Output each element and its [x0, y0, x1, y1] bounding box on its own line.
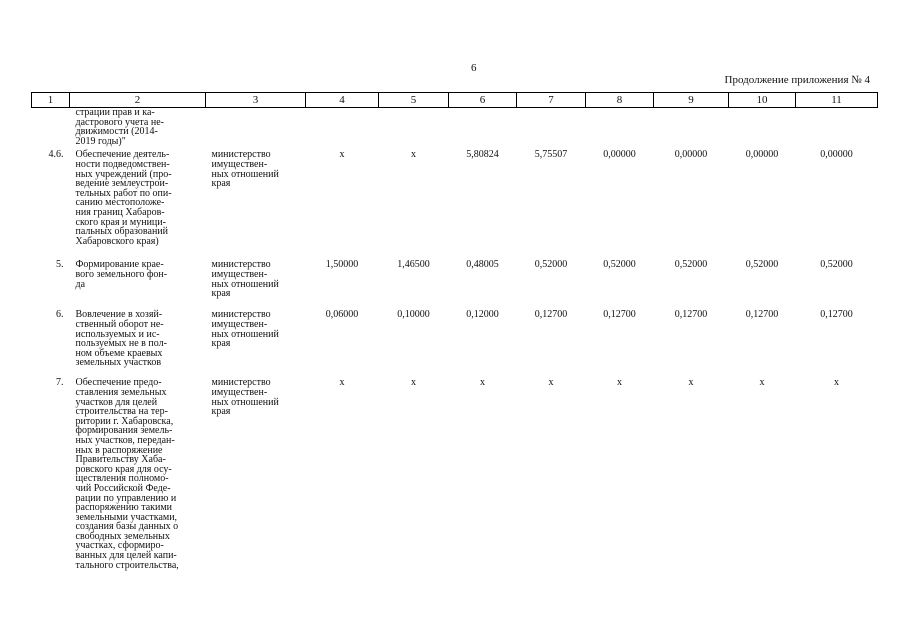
row-value: 0,00000 [745, 149, 779, 161]
page-number: 6 [471, 62, 477, 74]
table-row [32, 108, 878, 147]
header-cell: 10 [729, 93, 796, 108]
row-value: 0,00000 [603, 149, 636, 161]
header-cell: 5 [379, 93, 449, 108]
row-executor [206, 108, 306, 147]
row-value: 0,52000 [745, 259, 779, 271]
row-name: Обеспечение деятель- ности подведомствен- ных учреждений (про- ведение землеустрои- тельных работ по опи- санию местоположе- ния границ Хабаров- ского края и муници- пальных образований Хабаровского края) [75, 149, 172, 247]
continuation-label: Продолжение приложения № 4 [724, 74, 870, 86]
row-number: 7. [56, 377, 64, 389]
row-name: Обеспечение предо- ставления земельных участков для целей строительства на тер- ритории г. Хабаровска, формирования земель- ных участков, передан- ных в распоряжение Правительству Хаба- ровского края для осу- ществления полномо- чий Российской Феде- рации по управлению и распоряжению такими земельными участками, создания базы данных о свободных земельных участках, сформиро- ванных для целей капи- тального строительства, [75, 377, 179, 571]
row-value: 0,12700 [745, 309, 779, 321]
row-value: 0,00000 [674, 149, 708, 161]
row-value: x [411, 377, 416, 389]
row-value: 0,12700 [603, 309, 636, 321]
table-row [32, 256, 878, 306]
row-executor: министерство имуществен- ных отношений края [211, 377, 279, 418]
header-cell: 4 [306, 93, 379, 108]
header-row [32, 93, 878, 108]
row-value: x [480, 377, 485, 389]
row-value: 0,12700 [674, 309, 708, 321]
row-value: 0,00000 [820, 149, 853, 161]
row-value: x [688, 377, 694, 389]
header-cell: 11 [796, 93, 878, 108]
row-value: x [834, 377, 839, 389]
row-value: 0,52000 [674, 259, 708, 271]
row-value [517, 108, 586, 147]
row-value [729, 108, 796, 147]
header-cell: 2 [70, 93, 206, 108]
header-cell: 3 [206, 93, 306, 108]
row-value: 0,52000 [534, 259, 568, 271]
row-value: 5,80824 [466, 149, 499, 161]
row-number: 5. [56, 259, 64, 271]
row-executor: министерство имуществен- ных отношений края [211, 259, 279, 300]
row-executor: министерство имуществен- ных отношений края [211, 309, 279, 350]
row-value: 0,06000 [325, 309, 359, 321]
row-value: x [411, 149, 416, 161]
row-value: 0,52000 [820, 259, 853, 271]
header-cell: 8 [586, 93, 654, 108]
row-name: страции прав и ка- дастрового учета не- движимости (2014- 2019 годы)" [75, 107, 164, 147]
table-row [32, 374, 878, 608]
row-value: 0,12000 [466, 309, 499, 321]
row-number: 4.6. [48, 149, 64, 161]
row-value [796, 108, 878, 147]
row-value: 1,50000 [325, 259, 359, 271]
row-value [449, 108, 517, 147]
row-value: 0,52000 [603, 259, 636, 271]
row-value: 0,12700 [820, 309, 853, 321]
row-number [32, 108, 70, 147]
row-value [379, 108, 449, 147]
row-value: 0,10000 [397, 309, 430, 321]
row-value: x [548, 377, 554, 389]
row-value: 1,46500 [397, 259, 430, 271]
row-number: 6. [56, 309, 64, 321]
row-value: 0,12700 [534, 309, 568, 321]
row-value [586, 108, 654, 147]
table-row [32, 146, 878, 256]
row-value [654, 108, 729, 147]
row-value: 5,75507 [534, 149, 568, 161]
row-name: Формирование крае- вого земельного фон- да [75, 259, 168, 290]
row-value: x [617, 377, 622, 389]
row-value: 0,48005 [466, 259, 499, 271]
row-name: Вовлечение в хозяй- ственный оборот не- используемых и ис- пользуемых не в пол- ном объеме краевых земельных участков [75, 309, 167, 369]
header-cell: 6 [449, 93, 517, 108]
row-executor: министерство имуществен- ных отношений края [211, 149, 279, 190]
program-table [31, 92, 878, 608]
row-value: x [339, 149, 345, 161]
row-value: x [759, 377, 765, 389]
row-value: x [339, 377, 345, 389]
table-row [32, 306, 878, 374]
header-cell: 7 [517, 93, 586, 108]
header-cell: 9 [654, 93, 729, 108]
row-value [306, 108, 379, 147]
header-cell: 1 [32, 93, 70, 108]
